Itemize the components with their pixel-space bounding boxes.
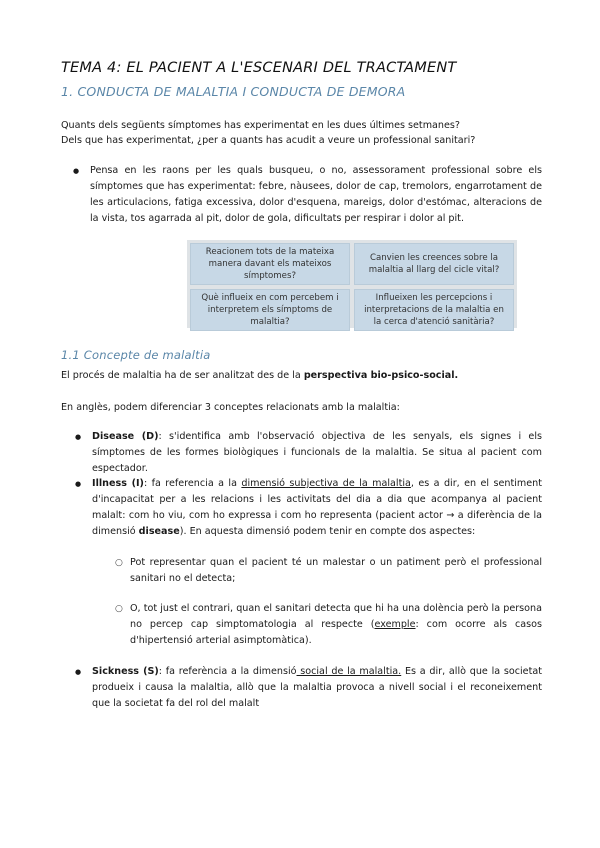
section-heading: 1. CONDUCTA DE MALALTIA I CONDUCTA DE DEMORA xyxy=(61,84,406,99)
bullet-icon: ● xyxy=(75,668,82,676)
question-line: Quants dels següents símptomes has experimentat en les dues últimes setmanes? xyxy=(61,120,460,131)
term-illness: Illness (I) xyxy=(92,478,144,489)
list-item xyxy=(73,163,542,227)
questions-block xyxy=(61,118,541,148)
subsection-heading: 1.1 Concepte de malaltia xyxy=(61,348,211,362)
sub-list-item xyxy=(115,601,542,649)
circle-bullet-icon: ○ xyxy=(115,604,123,614)
sickness-text: : fa referència a la dimensió xyxy=(158,666,297,677)
intro-bold: perspectiva bio-psico-social. xyxy=(303,370,459,381)
list-item-illness xyxy=(75,476,542,540)
list-item-text: Pensa en les raons per les quals busqueu, o no, assessorament professional sobre els símptomes que has experimentat: febre, nàusees, dolor de cap, tremolors, engarrotament de les articulacions, fatiga excessiva, dolor d'esquena, mareigs, dolor d'estómac, alteracions de la vista, tos agarrada al pit, dolor de gola, dificultats per respirar i dolor al pit. xyxy=(90,165,542,224)
page-title: TEMA 4: EL PACIENT A L'ESCENARI DEL TRACTAMENT xyxy=(61,60,457,76)
english-paragraph: En anglès, podem diferenciar 3 conceptes relacionats amb la malaltia: xyxy=(61,402,400,413)
question-line: Dels que has experimentat, ¿per a quants has acudit a veure un professional sanitari? xyxy=(61,135,476,146)
sub-item-text: O, tot just el contrari, quan el sanitari detecta que hi ha una dolència però la persona no percep cap simptomatologia al respecte ( xyxy=(130,603,542,630)
grid-cell: Què influeix en com percebem i interpretem els símptoms de malaltia? xyxy=(190,289,350,331)
illness-bold: disease xyxy=(138,526,180,537)
sub-list-item xyxy=(115,555,542,587)
term-sickness: Sickness (S) xyxy=(92,666,159,677)
bullet-icon: ● xyxy=(73,167,80,175)
grid-cell: Influeixen les percepcions i interpretacions de la malaltia en la cerca d'atenció sanitària? xyxy=(354,289,514,331)
questions-grid xyxy=(187,240,517,328)
sub-item-text: : com ocorre als casos d'hipertensió arterial asimptomàtica). xyxy=(130,619,542,646)
illness-underline: dimensió subjectiva de la malaltia xyxy=(241,478,411,489)
illness-text: ). En aquesta dimensió podem tenir en compte dos aspectes: xyxy=(179,526,476,537)
sickness-underline: social de la malaltia. xyxy=(296,666,402,677)
bullet-icon: ● xyxy=(75,480,82,488)
grid-cell: Reacionem tots de la mateixa manera davant els mateixos símptomes? xyxy=(190,243,350,285)
list-item-sickness xyxy=(75,664,542,712)
list-item-disease xyxy=(75,429,542,477)
sickness-text: Es a dir, allò que la societat produeix i causa la malaltia, allò que la malaltia provoca a nivell social i el reconeixement que la societat fa del rol del malalt xyxy=(92,666,542,709)
term-disease: Disease (D) xyxy=(92,431,159,442)
sub-item-underline: exemple xyxy=(374,619,416,630)
intro-text: El procés de malaltia ha de ser analitzat des de la xyxy=(61,370,304,381)
intro-paragraph xyxy=(61,368,541,384)
disease-text: : s'identifica amb l'observació objectiva de les senyals, els signes i els símptomes de les formes biològiques i funcionals de la malaltia. Se situa al pacient com espectador. xyxy=(92,431,542,474)
grid-cell: Canvien les creences sobre la malaltia al llarg del cicle vital? xyxy=(354,243,514,285)
illness-text: , es a dir, en el sentiment d'incapacitat per a les relacions i les activitats del dia a dia que acompanya al pacient malalt: com ho viu, com ho expressa i com ho representa (pacient actor → a diferència de la dimensió xyxy=(92,478,542,537)
circle-bullet-icon: ○ xyxy=(115,558,123,568)
illness-text: : fa referencia a la xyxy=(143,478,242,489)
bullet-icon: ● xyxy=(75,433,82,441)
sub-item-text: Pot representar quan el pacient té un malestar o un patiment però el professional sanitari no el detecta; xyxy=(130,557,542,584)
